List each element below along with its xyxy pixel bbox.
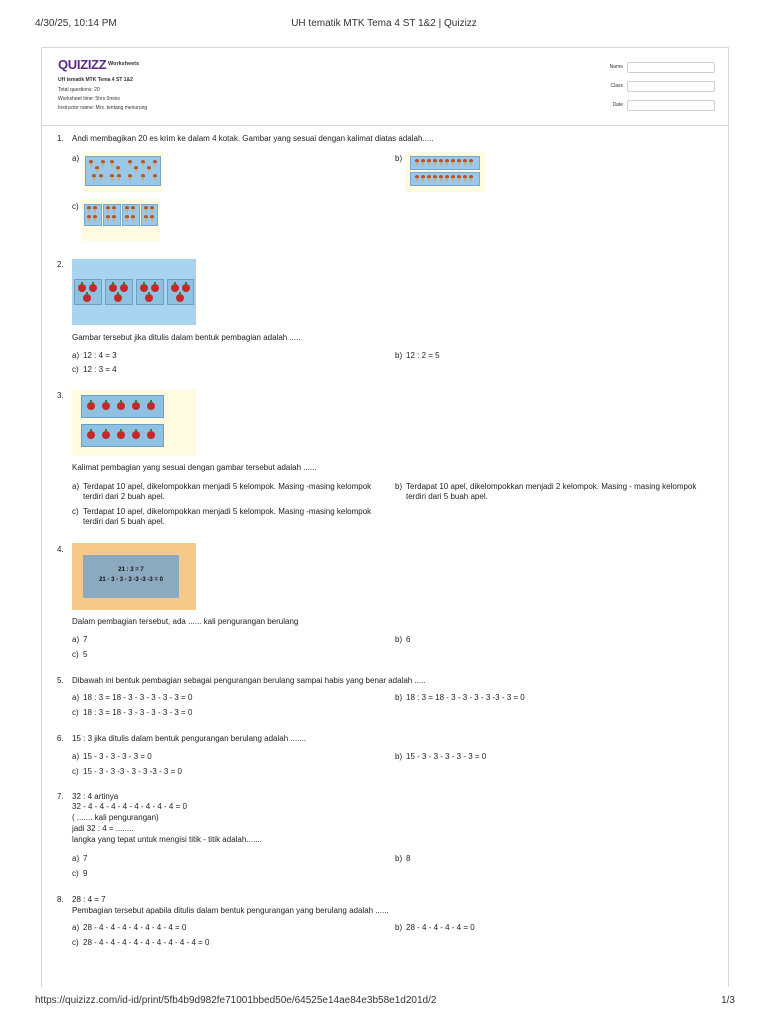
- option-letter: c): [72, 767, 79, 776]
- name-label: Name: [609, 64, 623, 70]
- question-line: 28 : 4 = 7: [72, 895, 106, 904]
- ice-cream-icon: [457, 175, 461, 183]
- apple-icon: [109, 284, 117, 292]
- print-datetime: 4/30/25, 10:14 PM: [35, 18, 117, 29]
- option-text: 12 : 3 = 4: [83, 365, 117, 374]
- apple-icon: [117, 402, 125, 410]
- option-text: 15 - 3 - 3 -3 - 3 - 3 -3 - 3 = 0: [83, 767, 182, 776]
- print-url: https://quizizz.com/id-id/print/5fb4b9d982fe71001bbed50e/64525e14ae84e3b58e1d201d/2: [35, 995, 437, 1006]
- apple-icon: [83, 294, 91, 302]
- option-text: 7: [83, 854, 88, 863]
- question-number: 7.: [57, 792, 64, 801]
- answer-option[interactable]: [395, 693, 695, 703]
- ice-cream-icon: [87, 215, 91, 223]
- ice-cream-icon: [99, 174, 103, 182]
- ice-cream-icon: [131, 206, 135, 214]
- division-image: [72, 543, 196, 610]
- ice-cream-icon: [150, 215, 154, 223]
- answer-option[interactable]: [72, 635, 372, 645]
- ice-cream-icon: [95, 166, 99, 174]
- question-text: Andi membagikan 20 es krim ke dalam 4 kotak. Gambar yang sesuai dengan kalimat diatas adalah.....: [72, 134, 434, 143]
- option-text: 18 : 3 = 18 - 3 - 3 - 3 - 3 -3 - 3 = 0: [406, 693, 525, 702]
- division-board: [83, 555, 179, 598]
- quizizz-logo: QUIZIZZ: [58, 57, 107, 72]
- ice-cream-icon: [106, 206, 110, 214]
- answer-option[interactable]: [72, 365, 372, 375]
- ice-cream-icon: [457, 159, 461, 167]
- ice-cream-icon: [89, 160, 93, 168]
- option-letter: b): [395, 693, 403, 702]
- ice-cream-icon: [445, 159, 449, 167]
- answer-option[interactable]: [395, 923, 695, 933]
- option-letter: a): [72, 154, 80, 163]
- question-number: 8.: [57, 895, 64, 904]
- apple-icon: [102, 431, 110, 439]
- ice-cream-icon: [433, 159, 437, 167]
- answer-option[interactable]: [72, 507, 392, 527]
- option-letter: a): [72, 635, 80, 644]
- answer-option[interactable]: [395, 351, 695, 361]
- division-equation: 21 : 3 = 7: [118, 567, 144, 573]
- option-text: 15 - 3 - 3 - 3 - 3 = 0: [83, 752, 152, 761]
- apple-icon: [120, 284, 128, 292]
- option-letter: c): [72, 938, 79, 947]
- question-line: Pembagian tersebut apabila ditulis dalam bentuk pengurangan yang berulang adalah ......: [72, 906, 389, 915]
- question-line: 32 : 4 artinya: [72, 792, 119, 801]
- answer-option[interactable]: [72, 482, 392, 502]
- ice-cream-icon: [131, 215, 135, 223]
- worksheet-title: UH tematik MTK Tema 4 ST 1&2: [58, 77, 133, 83]
- option-text: 15 - 3 - 3 - 3 - 3 - 3 = 0: [406, 752, 487, 761]
- ice-cream-icon: [415, 159, 419, 167]
- question-text: Gambar tersebut jika ditulis dalam bentuk pembagian adalah .....: [72, 333, 301, 342]
- ice-cream-icon: [93, 215, 97, 223]
- ice-cream-image-c: [82, 199, 160, 241]
- apple-image-q2: [72, 259, 196, 325]
- apple-image-q3: [72, 390, 196, 456]
- answer-option[interactable]: [72, 351, 372, 361]
- ice-cream-icon: [463, 175, 467, 183]
- repeated-subtraction: 21 - 3 - 3 - 3 -3 -3 -3 = 0: [99, 577, 163, 583]
- ice-cream-icon: [87, 206, 91, 214]
- name-field[interactable]: [627, 62, 715, 73]
- ice-cream-icon: [110, 174, 114, 182]
- apple-icon: [87, 431, 95, 439]
- apple-icon: [145, 294, 153, 302]
- ice-cream-icon: [451, 159, 455, 167]
- option-text: terdiri dari 5 buah apel.: [406, 492, 488, 501]
- answer-option[interactable]: [72, 854, 372, 864]
- ice-cream-icon: [141, 174, 145, 182]
- ice-cream-icon: [141, 160, 145, 168]
- worksheet-header: [42, 48, 728, 126]
- answer-option[interactable]: [395, 854, 695, 864]
- ice-cream-icon: [153, 160, 157, 168]
- answer-option[interactable]: [72, 923, 372, 933]
- question-line: langka yang tepat untuk mengisi titik - titik adalah.......: [72, 835, 262, 844]
- ice-cream-icon: [106, 215, 110, 223]
- option-letter: b): [395, 635, 403, 644]
- option-text: terdiri dari 5 buah apel.: [83, 517, 165, 526]
- date-label: Date: [612, 102, 623, 108]
- question-line: ( ....... kali pengurangan): [72, 813, 159, 822]
- ice-cream-icon: [469, 159, 473, 167]
- option-text: 28 - 4 - 4 - 4 - 4 - 4 - 4 - 4 = 0: [83, 923, 187, 932]
- answer-option[interactable]: [72, 869, 372, 879]
- question-line: jadi 32 : 4 = ........: [72, 824, 134, 833]
- ice-cream-icon: [125, 215, 129, 223]
- ice-cream-icon: [110, 160, 114, 168]
- apple-icon: [171, 284, 179, 292]
- question-text: 15 : 3 jika ditulis dalam bentuk pengurangan berulang adalah .......: [72, 734, 306, 743]
- option-letter: b): [395, 154, 403, 163]
- option-letter: a): [72, 693, 80, 702]
- option-letter: a): [72, 923, 80, 932]
- apple-icon: [87, 402, 95, 410]
- ice-cream-icon: [144, 215, 148, 223]
- worksheet-time: Worksheet time: 5hrs 0mins: [58, 96, 120, 102]
- ice-cream-icon: [93, 206, 97, 214]
- answer-option[interactable]: [72, 708, 372, 718]
- option-text: terdiri dari 2 buah apel.: [83, 492, 165, 501]
- ice-cream-icon: [433, 175, 437, 183]
- answer-option[interactable]: [395, 752, 695, 762]
- option-letter: c): [72, 202, 79, 211]
- option-text: 8: [406, 854, 411, 863]
- question-text: Dalam pembagian tersebut, ada ...... kali pengurangan berulang: [72, 617, 299, 626]
- question-number: 4.: [57, 545, 64, 554]
- option-letter: c): [72, 507, 79, 516]
- question-number: 1.: [57, 134, 64, 143]
- apple-icon: [147, 402, 155, 410]
- option-text: 9: [83, 869, 88, 878]
- answer-option[interactable]: [72, 767, 372, 777]
- ice-cream-icon: [117, 174, 121, 182]
- option-letter: c): [72, 869, 79, 878]
- ice-cream-image-b: [405, 152, 485, 192]
- option-letter: a): [72, 752, 80, 761]
- question-text: Kalimat pembagian yang sesuai dengan gambar tersebut adalah ......: [72, 463, 317, 472]
- ice-cream-icon: [427, 175, 431, 183]
- option-text: Terdapat 10 apel, dikelompokkan menjadi 5 kelompok. Masing -masing kelompok: [83, 482, 372, 491]
- ice-cream-icon: [116, 166, 120, 174]
- option-letter: b): [395, 482, 403, 491]
- option-text: Terdapat 10 apel, dikelompokkan menjadi 5 kelompok. Masing -masing kelompok: [83, 507, 372, 516]
- option-text: 28 - 4 - 4 - 4 - 4 = 0: [406, 923, 475, 932]
- option-letter: b): [395, 752, 403, 761]
- option-letter: a): [72, 482, 80, 491]
- ice-cream-image-a: [83, 152, 163, 192]
- option-text: 18 : 3 = 18 - 3 - 3 - 3 - 3 - 3 = 0: [83, 708, 193, 717]
- option-letter: c): [72, 365, 79, 374]
- class-label: Class: [610, 83, 623, 89]
- apple-icon: [140, 284, 148, 292]
- ice-cream-icon: [451, 175, 455, 183]
- answer-option[interactable]: [395, 635, 695, 645]
- ice-cream-icon: [125, 206, 129, 214]
- apple-icon: [89, 284, 97, 292]
- option-letter: c): [72, 708, 79, 717]
- ice-cream-icon: [421, 175, 425, 183]
- ice-cream-icon: [153, 174, 157, 182]
- print-page-number: 1/3: [721, 995, 735, 1006]
- ice-cream-icon: [128, 160, 132, 168]
- ice-cream-icon: [134, 166, 138, 174]
- question-line: 32 - 4 - 4 - 4 - 4 - 4 - 4 - 4 - 4 = 0: [72, 802, 187, 811]
- class-field[interactable]: [627, 81, 715, 92]
- apple-icon: [132, 431, 140, 439]
- apple-icon: [132, 402, 140, 410]
- print-page-title: UH tematik MTK Tema 4 ST 1&2 | Quizizz: [291, 18, 477, 29]
- ice-cream-icon: [112, 206, 116, 214]
- apple-icon: [151, 284, 159, 292]
- answer-option[interactable]: [72, 938, 372, 948]
- option-text: 12 : 4 = 3: [83, 351, 117, 360]
- option-letter: a): [72, 351, 80, 360]
- ice-cream-icon: [101, 160, 105, 168]
- option-letter: b): [395, 351, 403, 360]
- ice-cream-icon: [415, 175, 419, 183]
- option-text: 7: [83, 635, 88, 644]
- option-text: 28 - 4 - 4 - 4 - 4 - 4 - 4 - 4 - 4 - 4 = 0: [83, 938, 210, 947]
- question-number: 5.: [57, 676, 64, 685]
- instructor-name: Instructor name: Mrs. tentang menurung: [58, 105, 148, 111]
- apple-icon: [147, 431, 155, 439]
- ice-cream-icon: [469, 175, 473, 183]
- ice-cream-icon: [421, 159, 425, 167]
- ice-cream-icon: [92, 174, 96, 182]
- ice-cream-icon: [439, 175, 443, 183]
- answer-option[interactable]: [72, 752, 372, 762]
- option-text: Terdapat 10 apel, dikelompokkan menjadi 2 kelompok. Masing - masing kelompok: [406, 482, 697, 491]
- option-letter: c): [72, 650, 79, 659]
- ice-cream-icon: [150, 206, 154, 214]
- option-text: 12 : 2 = 5: [406, 351, 440, 360]
- ice-cream-icon: [147, 166, 151, 174]
- ice-cream-icon: [427, 159, 431, 167]
- date-field[interactable]: [627, 100, 715, 111]
- apple-icon: [176, 294, 184, 302]
- apple-icon: [117, 431, 125, 439]
- ice-cream-icon: [439, 159, 443, 167]
- option-letter: b): [395, 854, 403, 863]
- option-letter: b): [395, 923, 403, 932]
- total-questions: Total questions: 20: [58, 87, 100, 93]
- ice-cream-icon: [128, 174, 132, 182]
- print-header: [0, 18, 768, 30]
- answer-option[interactable]: [72, 650, 372, 660]
- question-number: 2.: [57, 260, 64, 269]
- option-text: 6: [406, 635, 411, 644]
- ice-cream-icon: [144, 206, 148, 214]
- question-text: Dibawah ini bentuk pembagian sebagai pengurangan berulang sampai habis yang benar adalah .....: [72, 676, 426, 685]
- apple-icon: [182, 284, 190, 292]
- answer-option[interactable]: [395, 482, 725, 502]
- answer-option[interactable]: [72, 693, 372, 703]
- apple-icon: [114, 294, 122, 302]
- ice-cream-icon: [445, 175, 449, 183]
- option-text: 18 : 3 = 18 - 3 - 3 - 3 - 3 - 3 = 0: [83, 693, 193, 702]
- apple-icon: [78, 284, 86, 292]
- apple-icon: [102, 402, 110, 410]
- option-letter: a): [72, 854, 80, 863]
- ice-cream-icon: [463, 159, 467, 167]
- question-number: 6.: [57, 734, 64, 743]
- question-number: 3.: [57, 391, 64, 400]
- ice-cream-icon: [112, 215, 116, 223]
- logo-subtitle: Worksheets: [108, 61, 140, 67]
- option-text: 5: [83, 650, 88, 659]
